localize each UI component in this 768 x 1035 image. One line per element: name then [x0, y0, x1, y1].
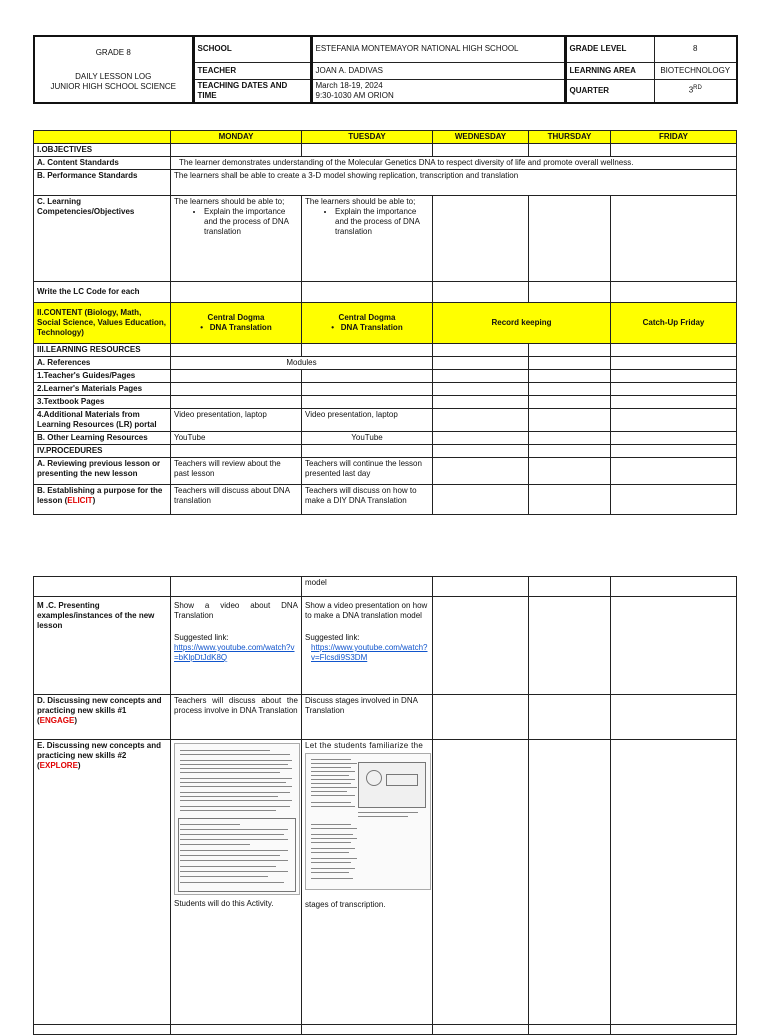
content-standards-value: The learner demonstrates understanding of the Molecular Genetics DNA to respect diversity of life and promote overall wellness. — [171, 157, 737, 170]
presenting-label: M .C. Presenting examples/instances of the new lesson — [34, 597, 171, 695]
reviewing-monday: Teachers will review about the past lesson — [171, 458, 302, 485]
day-wednesday: WEDNESDAY — [433, 131, 529, 144]
discuss2-tuesday — [302, 740, 433, 1025]
additional-materials-tuesday: Video presentation, laptop — [302, 409, 433, 432]
additional-materials-monday: Video presentation, laptop — [171, 409, 302, 432]
youtube-link-monday[interactable]: https://www.youtube.com/watch?v=bKlpDtJdK8Q — [174, 643, 295, 662]
reviewing-label: A. Reviewing previous lesson or presenting the new lesson — [34, 458, 171, 485]
catch-up-friday: Catch-Up Friday — [611, 303, 737, 344]
dates-label: TEACHING DATES AND TIME — [193, 79, 311, 103]
content-topic: Central Dogma — [338, 313, 396, 322]
content-label: II.CONTENT (Biology, Math, Social Science, Values Education, Technology) — [34, 303, 171, 344]
discuss1-monday: Teachers will discuss about the process involve in DNA Translation — [171, 695, 302, 740]
content-bullet: • DNA Translation — [200, 323, 272, 332]
purpose-tuesday: Teachers will discuss on how to make a DIY DNA Translation — [302, 485, 433, 515]
dates-value — [311, 79, 565, 103]
grade-title-cell — [34, 36, 193, 103]
dates-line-1: March 18-19, 2024 — [315, 80, 383, 90]
discuss2-label: E. Discussing new concepts and practicing new skills #2 (EXPLORE) — [34, 740, 171, 1025]
competencies-bullet: • Explain the importance and the process of DNA translation — [335, 207, 429, 237]
teachers-guide-label: 1.Teacher's Guides/Pages — [34, 370, 171, 383]
grade-level-label: GRADE LEVEL — [565, 36, 654, 62]
other-resources-label: B. Other Learning Resources — [34, 432, 171, 445]
school-value: ESTEFANIA MONTEMAYOR NATIONAL HIGH SCHOOL — [311, 36, 565, 62]
learners-materials-label: 2.Learner's Materials Pages — [34, 383, 171, 396]
activity-instruction: Students will do this Activity. — [174, 899, 274, 908]
grade-level-value: 8 — [654, 36, 737, 62]
elicit-tag: ELICIT — [67, 496, 93, 505]
day-monday: MONDAY — [171, 131, 302, 144]
discuss1-label: D. Discussing new concepts and practicing new skills #1 (ENGAGE) — [34, 695, 171, 740]
content-row — [34, 303, 737, 344]
learning-area-label: LEARNING AREA — [565, 62, 654, 79]
school-label: SCHOOL — [193, 36, 311, 62]
modules-value: Modules — [171, 357, 433, 370]
competencies-intro: The learners should be able to; — [305, 197, 416, 206]
teacher-value: JOAN A. DADIVAS — [311, 62, 565, 79]
suggested-link-label: Suggested link: — [174, 633, 229, 642]
quarter-number: 3 — [688, 86, 694, 96]
presenting-monday — [171, 597, 302, 695]
log-subtitle: JUNIOR HIGH SCHOOL SCIENCE — [50, 81, 176, 91]
content-monday — [171, 303, 302, 344]
resources-heading: III.LEARNING RESOURCES — [34, 344, 171, 357]
transcription-stages-image — [305, 753, 431, 890]
blank-corner — [34, 131, 171, 144]
day-friday: FRIDAY — [611, 131, 737, 144]
procedures-heading: IV.PROCEDURES — [34, 445, 171, 458]
lesson-table — [33, 130, 737, 515]
presenting-tuesday — [302, 597, 433, 695]
day-tuesday: TUESDAY — [302, 131, 433, 144]
quarter-value — [654, 79, 737, 103]
header-table — [33, 35, 738, 104]
log-title: DAILY LESSON LOG — [75, 71, 152, 81]
explore-tag: EXPLORE — [39, 761, 78, 770]
presenting-tuesday-text: Show a video presentation on how to make a DNA translation model — [305, 601, 428, 620]
dates-line-2: 9:30-1030 AM ORION — [315, 90, 394, 100]
engage-tag: ENGAGE — [39, 716, 75, 725]
day-thursday: THURSDAY — [529, 131, 611, 144]
record-keeping: Record keeping — [433, 303, 611, 344]
learning-area-value: BIOTECHNOLOGY — [654, 62, 737, 79]
content-tuesday — [302, 303, 433, 344]
lc-code-label: Write the LC Code for each — [34, 282, 171, 303]
other-resources-monday: YouTube — [171, 432, 302, 445]
activity-worksheet-image — [174, 743, 300, 895]
teacher-label: TEACHER — [193, 62, 311, 79]
additional-materials-label: 4.Additional Materials from Learning Resources (LR) portal — [34, 409, 171, 432]
grade-label: GRADE 8 — [95, 47, 131, 57]
competencies-label: C. Learning Competencies/Objectives — [34, 196, 171, 282]
purpose-label: B. Establishing a purpose for the lesson (ELICIT) — [34, 485, 171, 515]
model-continued: model — [302, 577, 433, 597]
content-standards-label: A. Content Standards — [34, 157, 171, 170]
textbook-label: 3.Textbook Pages — [34, 396, 171, 409]
competencies-bullet: • Explain the importance and the process of DNA translation — [204, 207, 298, 237]
competencies-monday — [171, 196, 302, 282]
presenting-monday-text: Show a video about DNA Translation — [174, 601, 298, 620]
quarter-suffix: RD — [693, 85, 702, 92]
quarter-label: QUARTER — [565, 79, 654, 103]
youtube-link-tuesday[interactable]: https://www.youtube.com/watch?v=Flcsdi9S3DM — [311, 643, 428, 662]
discuss1-tuesday: Discuss stages involved in DNA Translation — [302, 695, 433, 740]
other-resources-tuesday: YouTube — [302, 432, 433, 445]
competencies-tuesday — [302, 196, 433, 282]
suggested-link-label: Suggested link: — [305, 633, 360, 642]
day-header-row — [34, 131, 737, 144]
discuss2-tuesday-outro: stages of transcription. — [305, 900, 386, 909]
content-topic: Central Dogma — [207, 313, 265, 322]
objectives-heading: I.OBJECTIVES — [34, 144, 171, 157]
lesson-table-continued — [33, 576, 737, 1035]
discuss2-tuesday-intro: Let the students familiarize the — [305, 741, 424, 750]
competencies-intro: The learners should be able to; — [174, 197, 285, 206]
discuss2-monday — [171, 740, 302, 1025]
purpose-monday: Teachers will discuss about DNA translation — [171, 485, 302, 515]
reviewing-tuesday: Teachers will continue the lesson presented last day — [302, 458, 433, 485]
performance-standards-value: The learners shall be able to create a 3-D model showing replication, transcription and translation — [171, 170, 737, 196]
content-bullet: • DNA Translation — [331, 323, 403, 332]
references-label: A. References — [34, 357, 171, 370]
performance-standards-label: B. Performance Standards — [34, 170, 171, 196]
